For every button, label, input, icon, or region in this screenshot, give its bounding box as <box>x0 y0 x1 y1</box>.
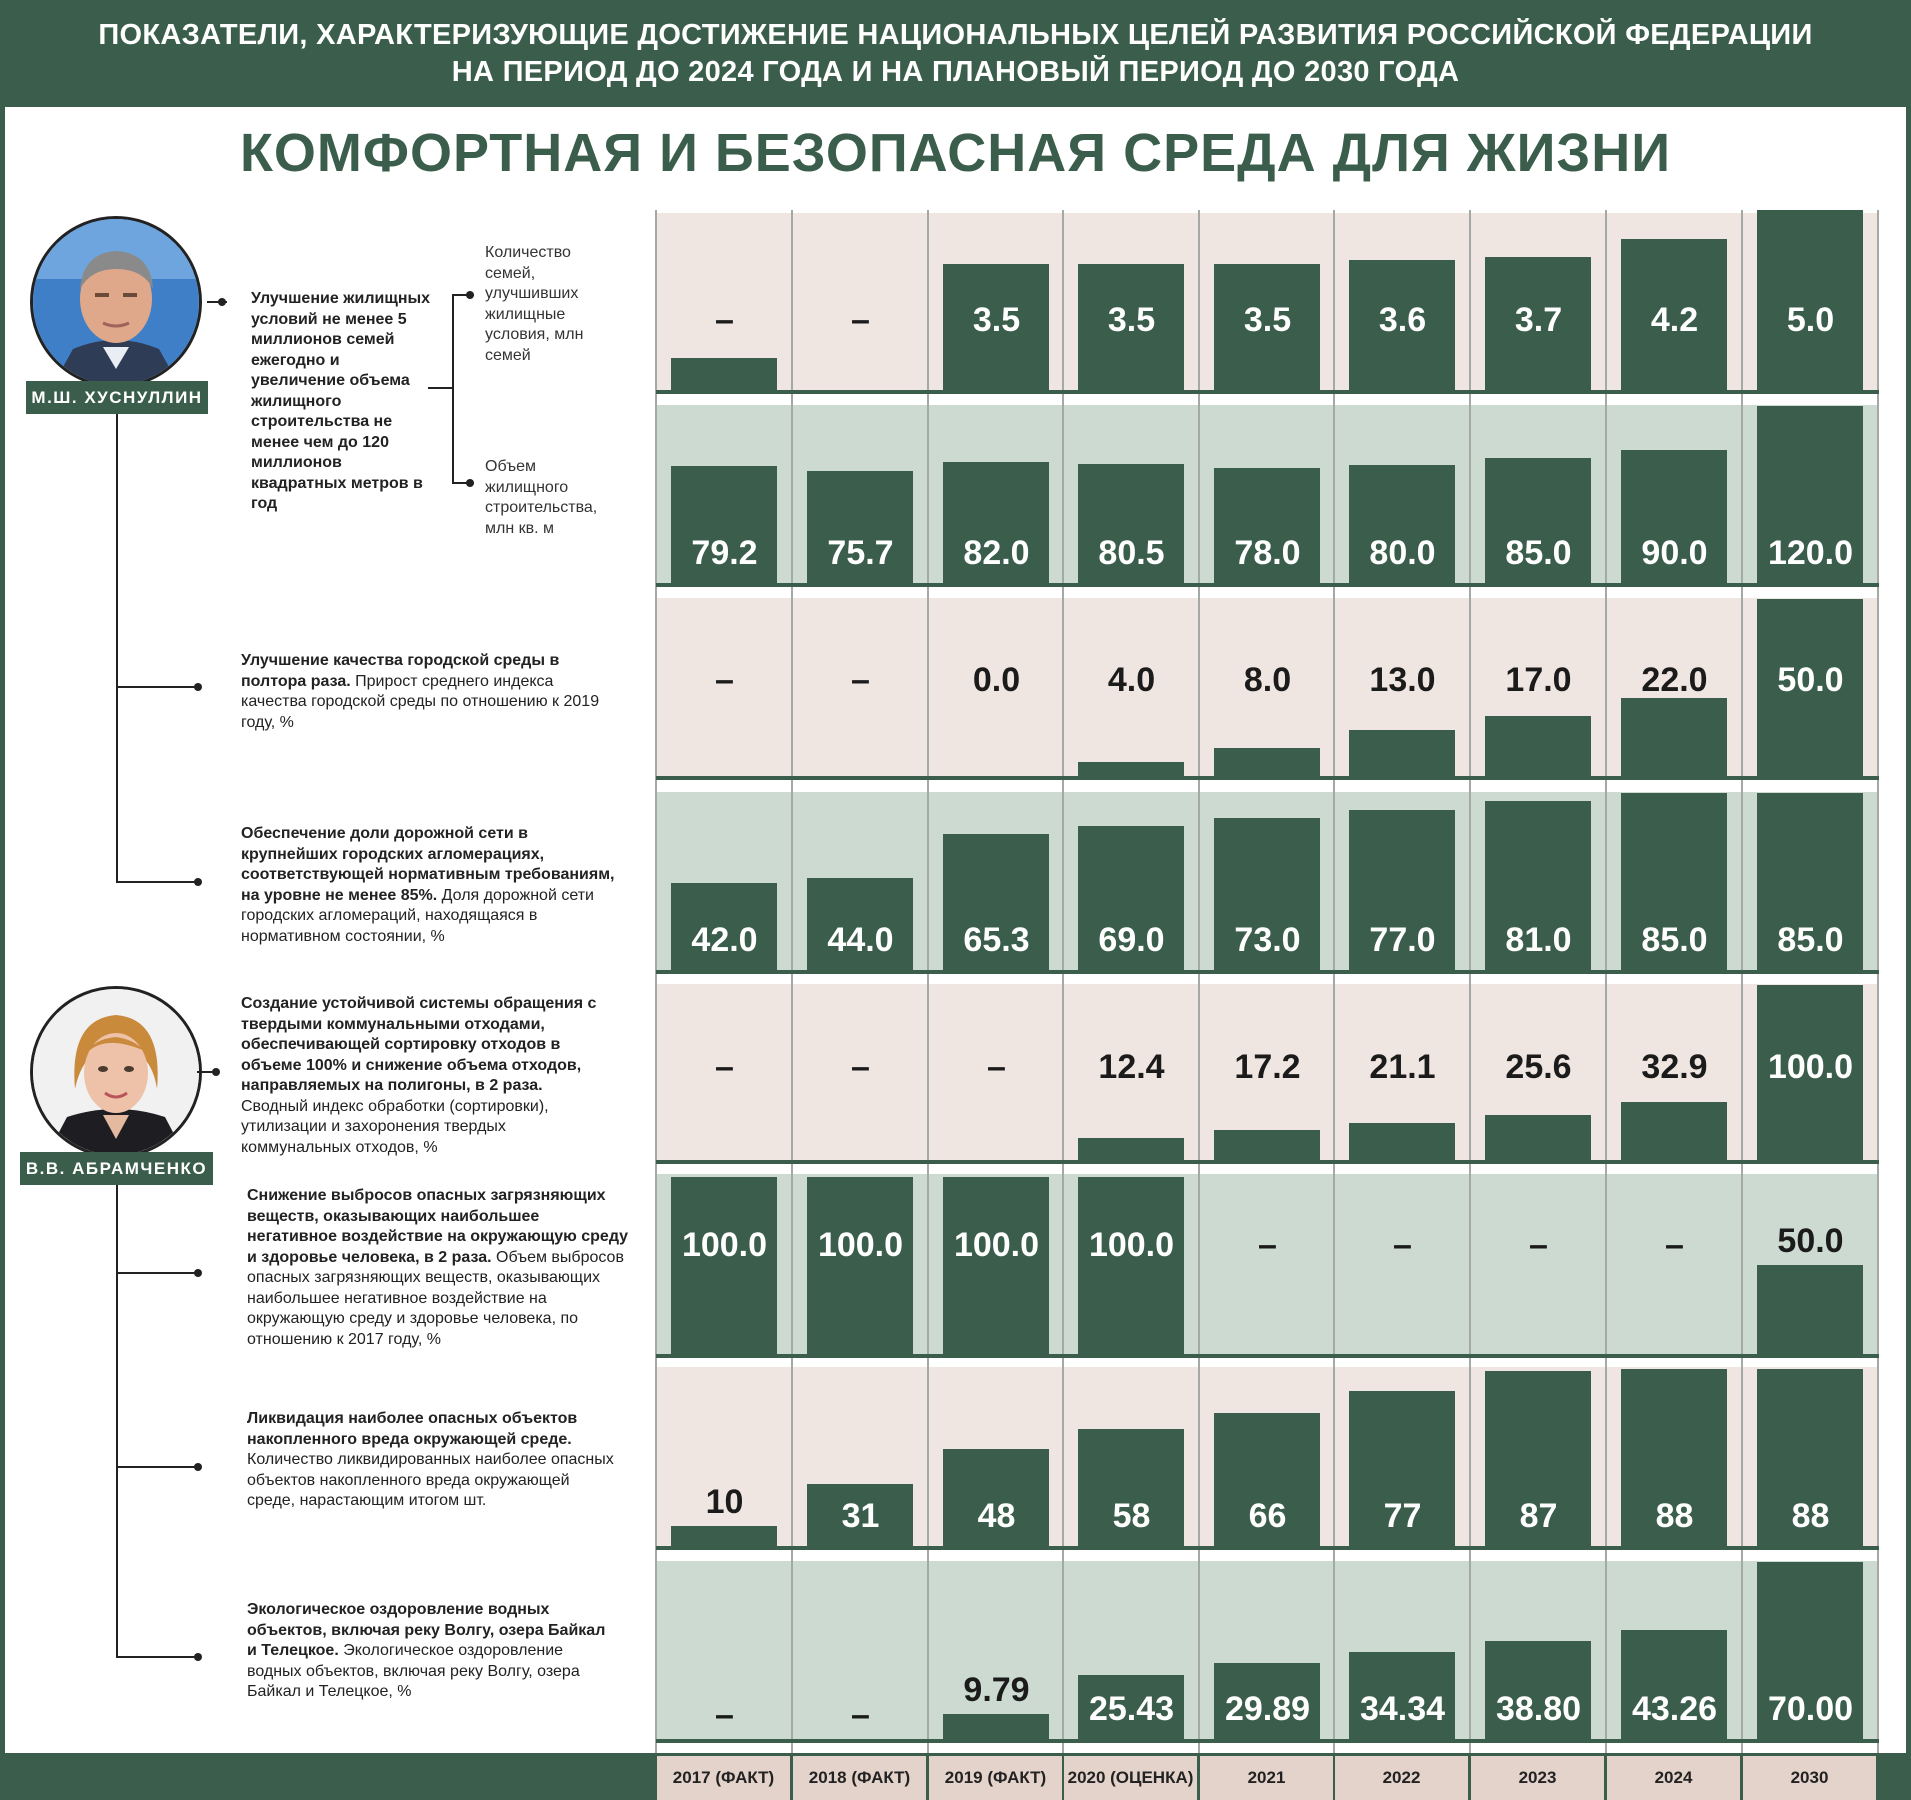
value-label-construction-2: 82.0 <box>963 534 1030 572</box>
value-label-waste-4: 17.2 <box>1234 1048 1301 1086</box>
value-label-urban-3: 4.0 <box>1107 661 1156 699</box>
header-line-2: НА ПЕРИОД ДО 2024 ГОДА И НА ПЛАНОВЫЙ ПЕРИОД ДО 2030 ГОДА <box>451 55 1460 88</box>
year-label-8: 2030 <box>1743 1756 1876 1800</box>
value-label-urban-1: – <box>851 661 870 699</box>
value-label-families-7: 4.2 <box>1650 301 1699 339</box>
bar-emissions-1 <box>807 1177 913 1354</box>
value-label-liquidation-7: 88 <box>1655 1497 1694 1535</box>
value-label-water-1: – <box>851 1696 870 1734</box>
sub-construction-label: Объем жилищного строительства, млн кв. м <box>485 458 598 537</box>
value-label-liquidation-2: 48 <box>977 1497 1016 1535</box>
value-label-water-3: 25.43 <box>1088 1690 1175 1728</box>
value-label-roads-4: 73.0 <box>1234 921 1301 959</box>
value-label-families-8: 5.0 <box>1786 301 1835 339</box>
connector-khusnullin-vertical <box>116 414 118 882</box>
connector-water <box>116 1656 198 1658</box>
dot-water <box>194 1653 202 1661</box>
dot-emissions <box>194 1269 202 1277</box>
value-label-waste-0: – <box>715 1048 734 1086</box>
value-label-construction-5: 80.0 <box>1369 534 1436 572</box>
bar-emissions-8 <box>1757 1265 1863 1354</box>
bar-emissions-0 <box>671 1177 777 1354</box>
year-label-1: 2018 (ФАКТ) <box>793 1756 926 1800</box>
baseline-families <box>656 390 1879 394</box>
dot-construction <box>466 479 474 487</box>
goal-urban-text: Улучшение качества городской среды в полтора раза. Прирост среднего индекса качества городской среды по отношению к 2019 году, % <box>241 652 600 731</box>
goal-housing-text: Улучшение жилищных условий не менее 5 миллионов семей ежегодно и увеличение объема жилищного строительства не менее чем до 120 миллионов квадратных метров в год <box>251 290 431 512</box>
value-label-roads-1: 44.0 <box>827 921 894 959</box>
portrait-woman-icon <box>33 989 199 1155</box>
dot-urban <box>194 683 202 691</box>
dot-roads <box>194 878 202 886</box>
year-label-3: 2020 (ОЦЕНКА) <box>1064 1756 1197 1800</box>
value-label-urban-6: 17.0 <box>1505 661 1572 699</box>
avatar-abramchenko <box>30 986 202 1158</box>
portrait-man-icon <box>33 219 199 385</box>
dot-housing <box>218 298 226 306</box>
value-label-emissions-8: 50.0 <box>1777 1222 1844 1260</box>
value-label-emissions-1: 100.0 <box>817 1226 904 1264</box>
value-label-water-8: 70.00 <box>1767 1690 1854 1728</box>
value-label-liquidation-0: 10 <box>705 1483 744 1521</box>
value-label-emissions-0: 100.0 <box>681 1226 768 1264</box>
year-label-7: 2024 <box>1607 1756 1740 1800</box>
bar-urban-5 <box>1349 730 1455 776</box>
value-label-waste-2: – <box>987 1048 1006 1086</box>
header-banner <box>0 0 1911 107</box>
value-label-water-0: – <box>715 1696 734 1734</box>
value-label-families-1: – <box>851 301 870 339</box>
value-label-roads-7: 85.0 <box>1641 921 1708 959</box>
value-label-families-2: 3.5 <box>972 301 1021 339</box>
goal-emissions-text: Снижение выбросов опасных загрязняющих веществ, оказывающих наибольшее негативное воздействие на окружающую среду и здоровье человека, в 2 раза. Объем выбросов опасных загрязняющих веществ, оказывающих наибольшее негативное воздействие на окружающую среду и здоровье человека, по отношению к 2017 году, % <box>247 1187 629 1348</box>
bar-waste-7 <box>1621 1102 1727 1160</box>
value-label-waste-6: 25.6 <box>1505 1048 1572 1086</box>
value-label-roads-3: 69.0 <box>1098 921 1165 959</box>
column-divider <box>1877 210 1879 1756</box>
column-divider <box>791 210 793 1756</box>
column-divider <box>1062 210 1064 1756</box>
name-khusnullin: М.Ш. ХУСНУЛЛИН <box>26 381 208 414</box>
connector-abramchenko-vertical <box>116 1185 118 1657</box>
baseline-emissions <box>656 1354 1879 1358</box>
year-label-4: 2021 <box>1200 1756 1333 1800</box>
value-label-construction-0: 79.2 <box>691 534 758 572</box>
baseline-liquidation <box>656 1546 1879 1550</box>
value-label-families-5: 3.6 <box>1378 301 1427 339</box>
value-label-waste-8: 100.0 <box>1767 1048 1854 1086</box>
value-label-water-7: 43.26 <box>1631 1690 1718 1728</box>
bar-waste-4 <box>1214 1130 1320 1160</box>
value-label-roads-2: 65.3 <box>963 921 1030 959</box>
value-label-water-6: 38.80 <box>1495 1690 1582 1728</box>
column-divider <box>1198 210 1200 1756</box>
value-label-liquidation-1: 31 <box>841 1497 880 1535</box>
bar-emissions-2 <box>943 1177 1049 1354</box>
dot-families <box>466 291 474 299</box>
value-label-roads-6: 81.0 <box>1505 921 1572 959</box>
avatar-khusnullin <box>30 216 202 388</box>
value-label-urban-5: 13.0 <box>1369 661 1436 699</box>
goal-water-text: Экологическое оздоровление водных объектов, включая реку Волгу, озера Байкал и Телецкое. Экологическое оздоровление водных объектов, включая реку Волгу, озера Байкал и Телецкое, % <box>247 1601 606 1700</box>
value-label-waste-5: 21.1 <box>1369 1048 1436 1086</box>
connector-emissions <box>116 1272 198 1274</box>
bar-emissions-3 <box>1078 1177 1184 1354</box>
value-label-construction-1: 75.7 <box>827 534 894 572</box>
baseline-construction <box>656 583 1879 587</box>
value-label-urban-8: 50.0 <box>1777 661 1844 699</box>
bar-waste-5 <box>1349 1123 1455 1160</box>
value-label-liquidation-8: 88 <box>1791 1497 1830 1535</box>
column-divider <box>655 210 657 1756</box>
value-label-liquidation-6: 87 <box>1519 1497 1558 1535</box>
value-label-urban-7: 22.0 <box>1641 661 1708 699</box>
bar-waste-3 <box>1078 1138 1184 1160</box>
value-label-emissions-4: – <box>1258 1226 1277 1264</box>
value-label-emissions-7: – <box>1665 1226 1684 1264</box>
value-label-liquidation-5: 77 <box>1383 1497 1422 1535</box>
baseline-urban <box>656 776 1879 780</box>
year-label-5: 2022 <box>1335 1756 1468 1800</box>
page-title: КОМФОРТНАЯ И БЕЗОПАСНАЯ СРЕДА ДЛЯ ЖИЗНИ <box>239 123 1672 183</box>
value-label-families-0: – <box>715 301 734 339</box>
column-divider <box>1605 210 1607 1756</box>
goal-waste-text: Создание устойчивой системы обращения с твердыми коммунальными отходами, обеспечивающей сортировку отходов в объеме 100% и снижение объема отходов, направляемых на полигоны, в 2 раза. Сводный индекс обработки (сортировки), утилизации и захоронения твердых коммунальных отходов, % <box>241 995 597 1156</box>
column-divider <box>1469 210 1471 1756</box>
bar-urban-3 <box>1078 762 1184 776</box>
value-label-construction-4: 78.0 <box>1234 534 1301 572</box>
bar-urban-7 <box>1621 698 1727 776</box>
bar-urban-4 <box>1214 748 1320 776</box>
bar-liquidation-0 <box>671 1526 777 1546</box>
value-label-emissions-5: – <box>1393 1226 1412 1264</box>
value-label-emissions-6: – <box>1529 1226 1548 1264</box>
name-abramchenko: В.В. АБРАМЧЕНКО <box>20 1152 213 1185</box>
connector-urban <box>116 686 198 688</box>
value-label-emissions-2: 100.0 <box>953 1226 1040 1264</box>
value-label-water-2: 9.79 <box>963 1671 1030 1709</box>
value-label-families-4: 3.5 <box>1243 301 1292 339</box>
connector-liquidation <box>116 1466 198 1468</box>
goal-liquidation-text: Ликвидация наиболее опасных объектов накопленного вреда окружающей среде. Количество ликвидированных наиболее опасных объектов накопленного вреда окружающей среде, нарастающим итогом шт. <box>247 1410 614 1509</box>
bar-waste-6 <box>1485 1115 1591 1160</box>
value-label-urban-0: – <box>715 661 734 699</box>
bar-urban-6 <box>1485 716 1591 776</box>
value-label-roads-5: 77.0 <box>1369 921 1436 959</box>
value-label-families-6: 3.7 <box>1514 301 1563 339</box>
column-divider <box>1333 210 1335 1756</box>
value-label-families-3: 3.5 <box>1107 301 1156 339</box>
column-divider <box>927 210 929 1756</box>
baseline-water <box>656 1739 1879 1743</box>
value-label-construction-8: 120.0 <box>1767 534 1854 572</box>
baseline-waste <box>656 1160 1879 1164</box>
value-label-roads-8: 85.0 <box>1777 921 1844 959</box>
value-label-construction-6: 85.0 <box>1505 534 1572 572</box>
value-label-construction-7: 90.0 <box>1641 534 1708 572</box>
connector-roads <box>116 881 198 883</box>
value-label-water-4: 29.89 <box>1224 1690 1311 1728</box>
column-divider <box>1741 210 1743 1756</box>
value-label-emissions-3: 100.0 <box>1088 1226 1175 1264</box>
goal-roads-text: Обеспечение доли дорожной сети в крупнейших городских агломерациях, соответствующей нормативным требованиям, на уровне не менее 85%. Доля дорожной сети городских агломераций, находящаяся в нормативном состоянии, % <box>241 825 615 945</box>
value-label-urban-2: 0.0 <box>972 661 1021 699</box>
year-label-0: 2017 (ФАКТ) <box>657 1756 790 1800</box>
connector-housing-split <box>452 294 454 483</box>
header-line-1: ПОКАЗАТЕЛИ, ХАРАКТЕРИЗУЮЩИЕ ДОСТИЖЕНИЕ НАЦИОНАЛЬНЫХ ЦЕЛЕЙ РАЗВИТИЯ РОССИЙСКОЙ ФЕДЕРАЦИИ <box>98 18 1813 51</box>
value-label-water-5: 34.34 <box>1359 1690 1446 1728</box>
value-label-roads-0: 42.0 <box>691 921 758 959</box>
value-label-liquidation-4: 66 <box>1248 1497 1287 1535</box>
value-label-urban-4: 8.0 <box>1243 661 1292 699</box>
value-label-construction-3: 80.5 <box>1098 534 1165 572</box>
sub-families-label: Количество семей, улучшивших жилищные условия, млн семей <box>485 244 584 364</box>
value-label-waste-1: – <box>851 1048 870 1086</box>
year-label-6: 2023 <box>1471 1756 1604 1800</box>
dot-waste <box>212 1068 220 1076</box>
bar-families-0 <box>671 358 777 390</box>
year-label-2: 2019 (ФАКТ) <box>929 1756 1062 1800</box>
dot-liquidation <box>194 1463 202 1471</box>
value-label-waste-3: 12.4 <box>1098 1048 1165 1086</box>
value-label-liquidation-3: 58 <box>1112 1497 1151 1535</box>
value-label-waste-7: 32.9 <box>1641 1048 1708 1086</box>
baseline-roads <box>656 970 1879 974</box>
bar-water-2 <box>943 1714 1049 1739</box>
